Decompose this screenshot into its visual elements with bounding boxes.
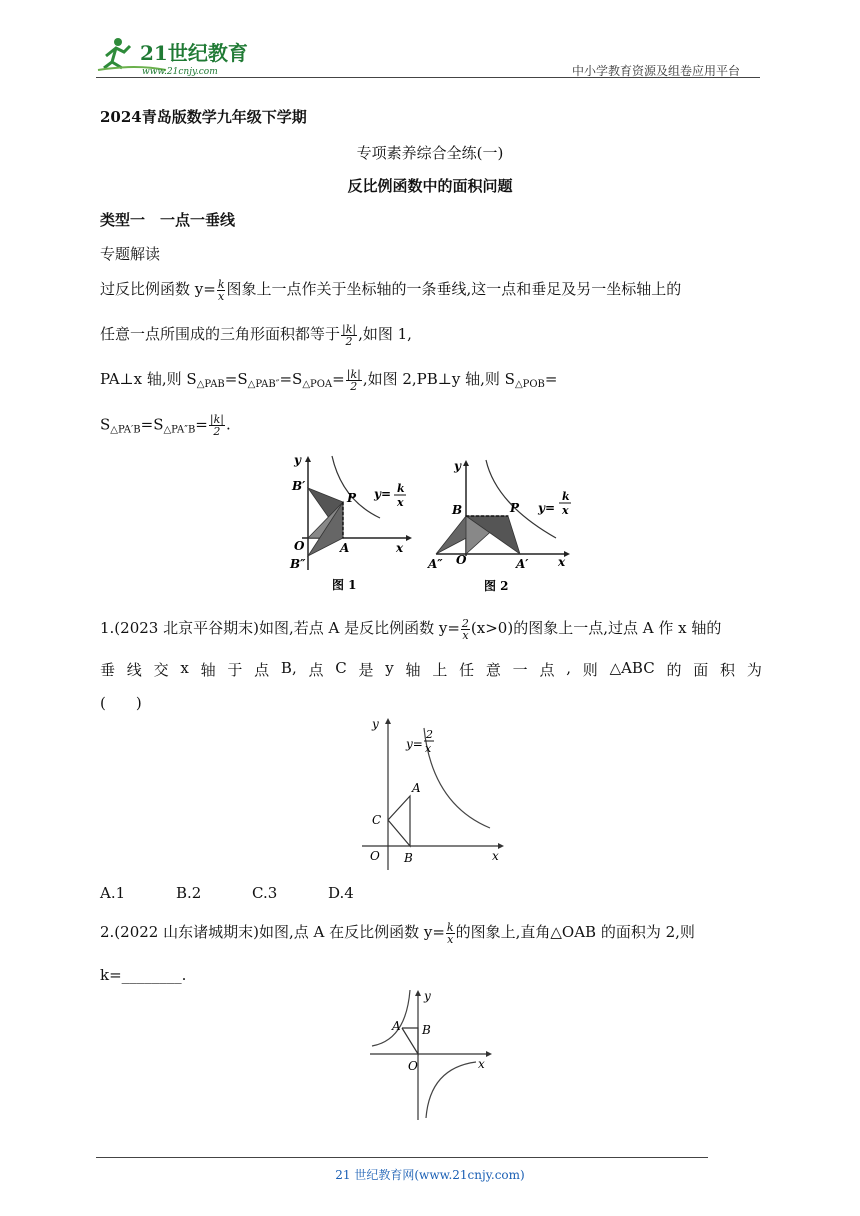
q1-word: 是 [358, 661, 374, 679]
svg-text:B: B [422, 1023, 431, 1037]
section-title: 专项素养综合全练(一) [356, 144, 504, 162]
svg-text:2: 2 [426, 728, 433, 741]
question-1-options [100, 884, 404, 902]
svg-text:y: y [454, 459, 461, 473]
footer-divider [96, 1157, 708, 1158]
q1-word: △ABC [609, 659, 655, 677]
site-logo [96, 34, 256, 78]
svg-text:B″: B″ [290, 557, 306, 571]
svg-text:O: O [408, 1059, 418, 1073]
question-1-line-2 [100, 659, 762, 680]
question-2-line-2: k=________. [100, 966, 187, 984]
svg-text:x: x [562, 504, 569, 517]
svg-text:A: A [340, 541, 350, 555]
q1-word: C [335, 659, 347, 677]
svg-text:P: P [347, 491, 357, 505]
svg-text:C: C [372, 813, 382, 827]
logo-url: www.21cnjy.com [142, 67, 218, 77]
svg-text:y: y [424, 989, 431, 1003]
intro-line-1: 过反比例函数 y= $\frac{k}{x}$ 图象上一点作关于坐标轴的一条垂线,这一点和垂足及另一坐标轴上的 [100, 277, 682, 303]
q1-word: 线 [126, 661, 142, 679]
q1-word: , [566, 659, 572, 677]
q1-word: B, [280, 659, 297, 677]
q1-word: 意 [485, 661, 501, 679]
intro-line-4: $S_{\triangle PA'B}=S_{\triangle PA''B}=$ $\frac{|k|}{2}$ . [100, 413, 231, 438]
grade-title: 2024青岛版数学九年级下学期 [100, 108, 307, 126]
footer-text: 21 世纪教育网(www.21cnjy.com) [335, 1168, 525, 1182]
question-1-figure [358, 712, 508, 872]
header-platform-text: 中小学教育资源及组卷应用平台 [572, 64, 741, 78]
svg-text:y=: y= [374, 487, 392, 501]
figure-2 [426, 456, 576, 597]
svg-text:A′: A′ [516, 557, 529, 571]
svg-text:x: x [558, 555, 566, 569]
question-2-line-1: 2.(2022 山东诸城期末)如图,点 A 在反比例函数 y= $\frac{k}{x}$ 的图象上,直角△OAB 的面积为 2,则 [100, 920, 695, 946]
svg-text:O: O [370, 849, 380, 863]
intro-line-3: PA⊥x 轴,则 $S_{\triangle PAB}=S_{\triangle PAB''}=S_{\triangle POA}=$ $\frac{|k|}{2}$ ,如图 2,PB⊥y 轴,则 $S_{\triangle POB}=$ [100, 367, 558, 393]
svg-text:x: x [396, 541, 404, 555]
q1-word: 点 [539, 661, 555, 679]
svg-text:y: y [372, 717, 379, 731]
q1-word: 垂 [100, 661, 116, 679]
type-heading: 类型一 一点一垂线 [100, 211, 236, 229]
svg-text:y=: y= [406, 737, 423, 751]
q1-word: 面 [693, 661, 709, 679]
q1-word: 任 [459, 661, 475, 679]
q1-word: 点 [308, 661, 324, 679]
figure-2-caption: 图 2 [484, 579, 509, 593]
question-1-answer-blank: ( ) [100, 694, 142, 712]
svg-text:x: x [397, 496, 404, 509]
svg-text:k: k [397, 482, 405, 495]
q1-word: 一 [512, 661, 528, 679]
q1-word: 积 [720, 661, 736, 679]
main-title: 反比例函数中的面积问题 [347, 177, 513, 195]
q1-word: 上 [432, 661, 448, 679]
svg-text:x: x [478, 1057, 485, 1071]
header-divider [96, 77, 760, 78]
svg-text:O: O [294, 539, 305, 553]
svg-text:y: y [294, 453, 301, 467]
figure-1-caption: 图 1 [332, 578, 357, 592]
q1-word: 点 [254, 661, 270, 679]
q1-word: 轴 [405, 661, 421, 679]
svg-text:B′: B′ [292, 479, 306, 493]
subheading: 专题解读 [100, 245, 161, 263]
svg-text:x: x [492, 849, 499, 863]
svg-text:x: x [425, 742, 432, 755]
fraction-2-over-x: $\frac{2}{x}$ [461, 616, 469, 642]
q1-word: y [385, 659, 394, 677]
svg-text:k: k [562, 490, 570, 503]
svg-text:A: A [412, 781, 421, 795]
q1-word: x [180, 659, 189, 677]
q1-word: 轴 [200, 661, 216, 679]
q1-word: 的 [666, 661, 682, 679]
question-1-line-1: 1.(2023 北京平谷期末)如图,若点 A 是反比例函数 y= $\frac{2}{x}$ (x>0)的图象上一点,过点 A 作 x 轴的 [100, 616, 722, 642]
q1-word: 交 [153, 661, 169, 679]
svg-text:O: O [456, 553, 467, 567]
svg-text:A″: A″ [428, 557, 443, 571]
svg-text:B: B [404, 851, 413, 865]
option-d[interactable]: D.4 [328, 884, 354, 902]
fraction-abs-k-over-2: $\frac{|k|}{2}$ [342, 322, 357, 348]
figure-1 [280, 452, 420, 597]
q1-word: 于 [227, 661, 243, 679]
logo-text: 21世纪教育 [140, 41, 248, 65]
fraction-k-over-x: $\frac{k}{x}$ [217, 277, 225, 303]
intro-line-2: 任意一点所围成的三角形面积都等于 $\frac{|k|}{2}$ ,如图 1, [100, 322, 412, 348]
option-a[interactable]: A.1 [100, 884, 126, 902]
svg-text:A: A [392, 1019, 401, 1033]
svg-text:y=: y= [538, 501, 556, 515]
svg-text:B: B [452, 503, 463, 517]
q1-word: 为 [746, 661, 762, 679]
svg-text:P: P [510, 501, 520, 515]
question-2-figure [366, 986, 496, 1122]
q1-word: 则 [582, 661, 598, 679]
option-c[interactable]: C.3 [252, 884, 278, 902]
option-b[interactable]: B.2 [176, 884, 202, 902]
